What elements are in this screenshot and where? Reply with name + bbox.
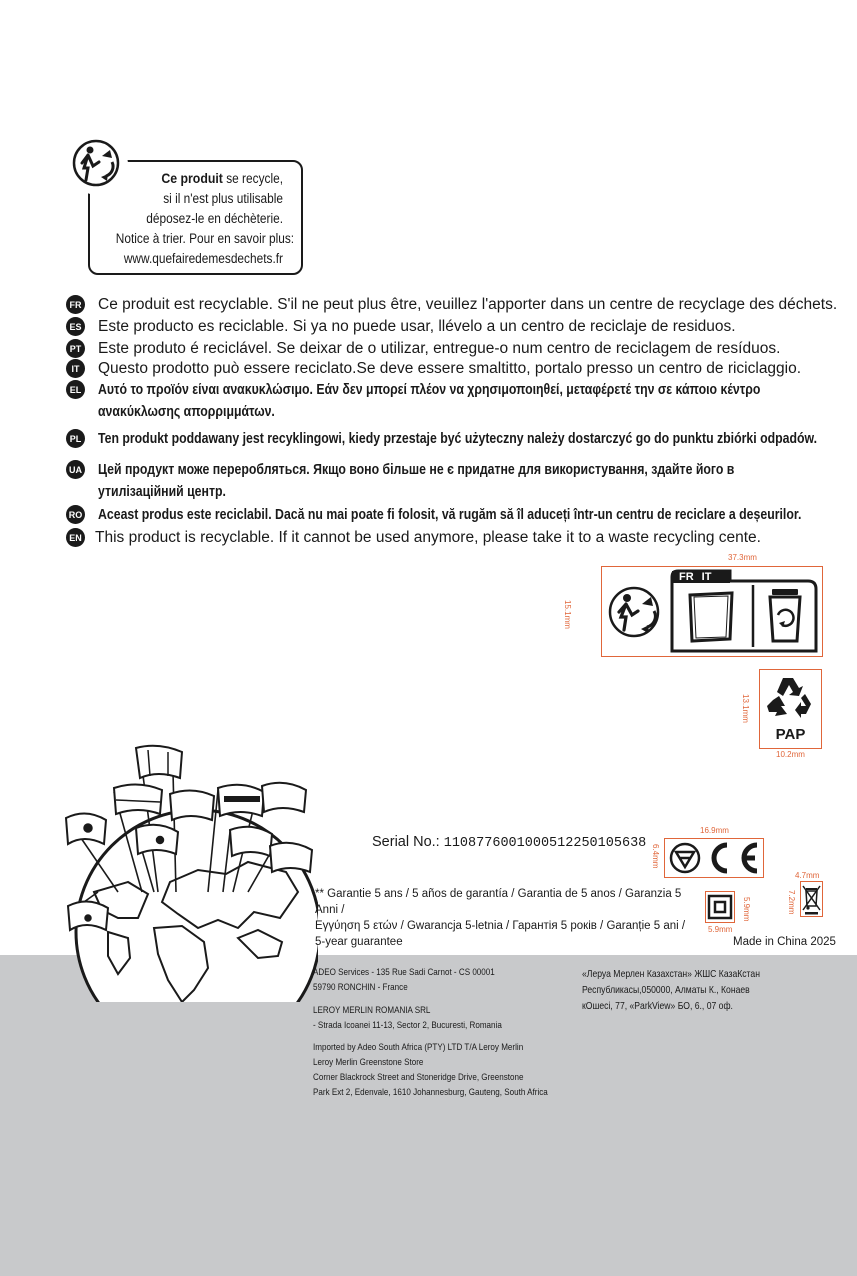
- triman-logo-height-label: 15.1mm: [563, 600, 572, 629]
- triman-logo-width-label: 37.3mm: [728, 553, 757, 562]
- weee-width-label: 4.7mm: [795, 871, 820, 880]
- notice-row-el: [66, 379, 857, 423]
- lang-badge-fr: FR: [66, 295, 85, 314]
- serial-value: 1108776001000512250105638: [443, 836, 647, 851]
- address-kazakhstan: [582, 966, 760, 1014]
- address-south-africa: [313, 1040, 548, 1100]
- lang-badge-ro: RO: [66, 505, 85, 524]
- triman-icon: [68, 135, 128, 195]
- guarantee-text: [315, 886, 705, 950]
- address-sa-line2: Leroy Merlin Greenstone Store: [313, 1057, 424, 1068]
- address-adeo: [313, 965, 495, 995]
- made-in-label: Made in China 2025: [733, 936, 836, 948]
- recycle-icon: [761, 672, 822, 724]
- lang-badge-es: ES: [66, 317, 85, 336]
- pap-width-label: 10.2mm: [776, 750, 805, 759]
- ce-mark-block: [664, 838, 764, 878]
- pap-recycle-block: [759, 669, 822, 749]
- address-kz-line1: «Леруа Мерлен Казахстан» ЖШС КазаКстан: [582, 968, 760, 980]
- globe-flags-illustration: [58, 742, 318, 957]
- triman-line2: si il n'est plus utilisable: [163, 191, 283, 206]
- notice-row-en: [66, 527, 761, 549]
- ce-width-label: 16.9mm: [700, 826, 729, 835]
- notice-row-es: [66, 316, 736, 338]
- triman-line3: déposez-le en déchèterie.: [146, 211, 283, 226]
- notice-text-ua-line2: утилізаційний центр.: [98, 483, 226, 500]
- notice-text-el: [98, 379, 760, 423]
- ce-height-label: 6.4mm: [651, 844, 660, 869]
- triman-line5: www.quefairedemesdechets.fr: [123, 251, 283, 266]
- address-adeo-line1: ADEO Services - 135 Rue Sadi Carnot - CS 00001: [313, 967, 495, 978]
- crossed-bin-icon: [801, 882, 822, 916]
- guarantee-line2: Εγγύηση 5 ετών / Gwarancja 5-letnia / Гарантія 5 років / Garanție 5 ani /: [315, 920, 686, 932]
- double-insulation-height-label: 5.9mm: [742, 897, 751, 922]
- lang-badge-ua: UA: [66, 460, 85, 479]
- address-adeo-line2: 59790 RONCHIN - France: [313, 982, 408, 993]
- notice-text-pt: Este produto é reciclável. Se deixar de o utilizar, entregue-o num centro de reciclagem de resíduos.: [98, 340, 781, 357]
- notice-text-el-line1: Αυτό το προϊόν είναι ανακυκλώσιμο. Εάν δεν μπορεί πλέον να χρησιμοποιηθεί, μεταφέρετέ την σε κάποιο κέντρο: [98, 381, 761, 398]
- address-kz-line2: Республикасы,050000, Алматы К., Конаев: [582, 984, 750, 996]
- address-sa-line1: Imported by Adeo South Africa (PTY) LTD T/A Leroy Merlin: [313, 1042, 524, 1053]
- double-insulation-block: [705, 891, 735, 923]
- address-romania-line1: LEROY MERLIN ROMANIA SRL: [313, 1005, 431, 1016]
- notice-row-it: [66, 358, 801, 380]
- notice-text-es: Este producto es reciclable. Si ya no puede usar, llévelo a un centro de reciclaje de residuos.: [98, 318, 736, 335]
- double-insulation-icon: [706, 892, 734, 922]
- address-sa-line3: Corner Blackrock Street and Stoneridge Drive, Greenstone: [313, 1072, 524, 1083]
- lang-tab-fr: FR: [679, 571, 694, 583]
- serial-number: [372, 834, 646, 851]
- notice-text-it: Questo prodotto può essere reciclato.Se deve essere smaltitto, portalo presso un centro de riciclaggio.: [98, 360, 802, 377]
- address-sa-line4: Park Ext 2, Edenvale, 1610 Johannesburg, Gauteng, South Africa: [313, 1087, 548, 1098]
- notice-text-ro: Aceast produs este reciclabil. Dacă nu mai poate fi folosit, vă rugăm să îl aduceți într-un centru de reciclare a deșeurilor.: [98, 506, 802, 523]
- guarantee-line3: 5-year guarantee: [315, 936, 403, 948]
- notice-row-ro: [66, 504, 857, 526]
- lang-badge-en: EN: [66, 528, 85, 547]
- notice-text-el-line2: ανακύκλωσης απορριμμάτων.: [98, 403, 275, 420]
- triman-line1-rest: se recycle,: [222, 171, 283, 186]
- notice-text-en: This product is recyclable. If it cannot be used anymore, please take it to a waste recycling cente.: [95, 529, 761, 546]
- address-romania-line2: - Strada Icoanei 11-13, Sector 2, Bucuresti, Romania: [313, 1020, 502, 1031]
- notice-text-ua-line1: Цей продукт може переробляться. Якщо воно більше не є придатне для використування, здайте його в: [98, 461, 735, 478]
- triman-logo-block: [601, 566, 823, 657]
- notice-row-ua: [66, 459, 857, 503]
- lang-badge-pt: PT: [66, 339, 85, 358]
- address-romania: [313, 1003, 502, 1033]
- pap-height-label: 13.1mm: [741, 694, 750, 723]
- lang-badge-it: IT: [66, 359, 85, 378]
- notice-text-fr: Ce produit est recyclable. S'il ne peut plus être, veuillez l'apporter dans un centre de recyclage des déchets.: [98, 296, 838, 313]
- notice-text-ua: [98, 459, 734, 503]
- weee-block: [800, 881, 823, 917]
- guarantee-line1: ** Garantie 5 ans / 5 años de garantía / Garantia de 5 anos / Garanzia 5 Anni /: [315, 888, 682, 916]
- lang-badge-pl: PL: [66, 429, 85, 448]
- lang-badge-el: EL: [66, 380, 85, 399]
- pap-label: PAP: [775, 726, 806, 743]
- notice-row-fr: [66, 294, 837, 316]
- triman-line4: Notice à trier. Pour en savoir plus:: [115, 231, 295, 246]
- notice-row-pl: [66, 428, 857, 450]
- triman-line1-bold: Ce produit: [161, 170, 223, 186]
- notice-row-pt: [66, 338, 780, 360]
- notice-text-pl: Ten produkt poddawany jest recyklingowi, kiedy przestaje być użyteczny należy dostarczyć go do punktu zbiórki odpadów.: [98, 430, 818, 447]
- weee-height-label: 7.2mm: [787, 890, 796, 915]
- address-kz-line3: кОшесі, 77, «ParkView» БО, 6., 07 оф.: [582, 1000, 733, 1012]
- lang-tab-it: IT: [701, 571, 712, 583]
- double-insulation-width-label: 5.9mm: [708, 925, 733, 934]
- serial-label: Serial No.:: [372, 834, 440, 850]
